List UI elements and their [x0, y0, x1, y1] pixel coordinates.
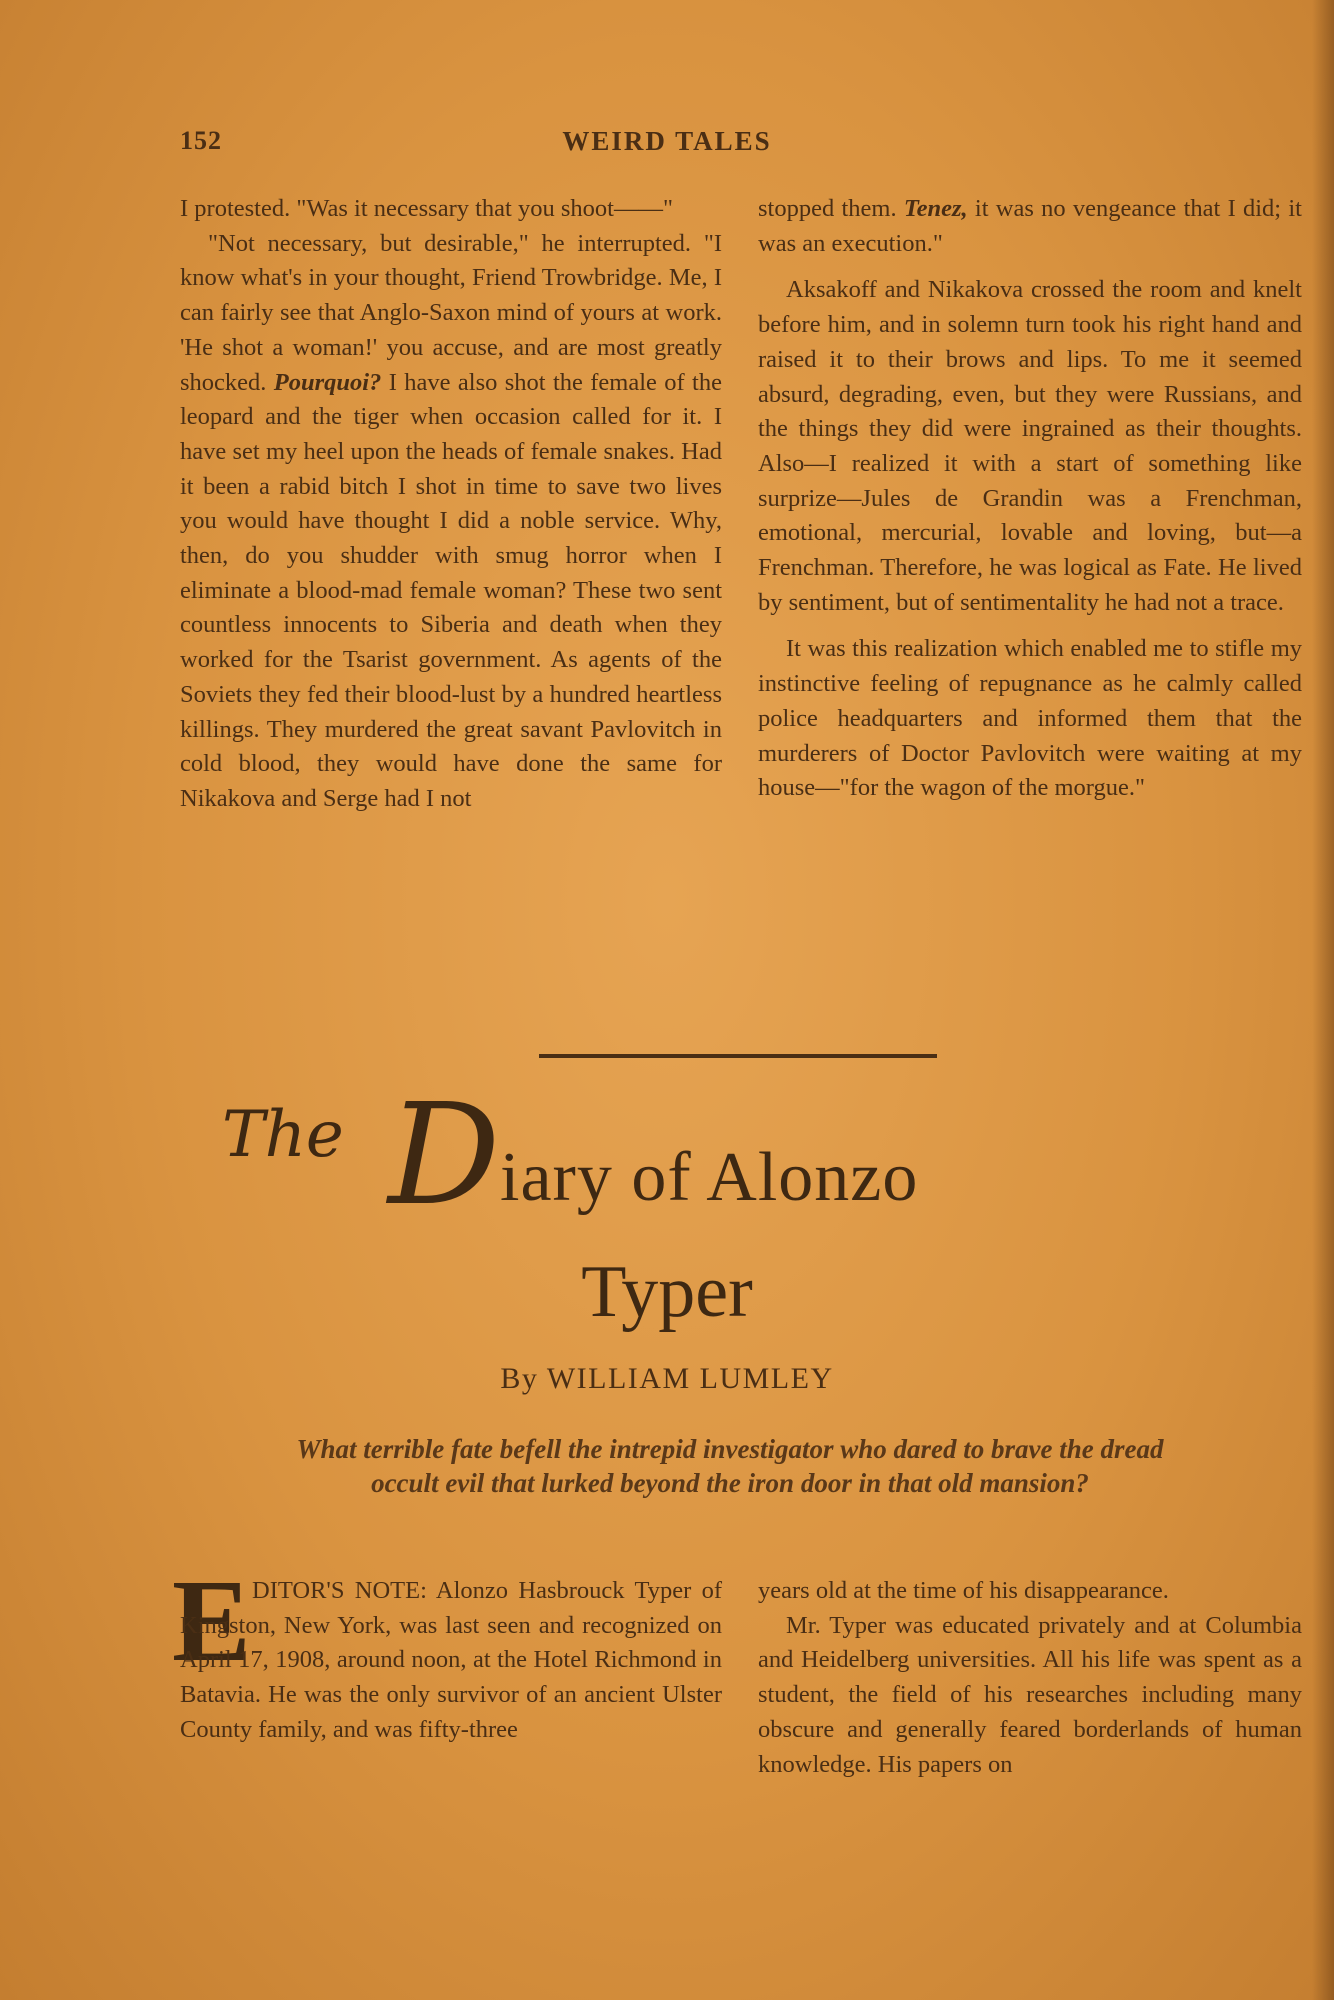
story-deck: What terrible fate befell the intrepid investigator who dared to brave the dread occult evil that lurked beyond the iron door in that old mansion? [296, 1434, 1164, 1498]
column-bottom-left [180, 1574, 722, 1748]
column-top-right [758, 192, 1302, 806]
story-title-line1: iary of Alonzo [500, 1139, 919, 1216]
text-run: "Not necessary, but desirable," he interrupted. "I know what's in your thought, Friend Trowbridge. Me, I can fairly see that Anglo-Saxon mind of yours at work. 'He shot a woman!' you accuse, and are most greatly shocked. [180, 229, 722, 396]
text-run: stopped them. [758, 195, 904, 222]
paragraph: It was this realization which enabled me to stifle my instinctive feeling of repugnance as he calmly called police headquarters and informed them that the murderers of Doctor Pavlovitch were waiting at my house—"for the wagon of the morgue." [758, 635, 1302, 802]
paragraph: years old at the time of his disappearance. [758, 1577, 1169, 1604]
text-run: I have also shot the female of the leopard and the tiger when occasion called for it. I have set my heel upon the heads of female snakes. Had it been a rabid bitch I shot in time to save two lives you would have thought I did a noble service. Why, then, do you shudder with smug horror when I eliminate a blood-mad female woman? These two sent countless innocents to Siberia and death when they worked for the Tsarist government. As agents of the Soviets they fed their blood-lust by a hundred heartless killings. They murdered the great savant Pavlovitch in cold blood, they would have done the same for Nikakova and Serge had I not [180, 368, 722, 812]
story-title-initial: D [388, 1074, 501, 1237]
page-number: 152 [180, 126, 222, 155]
column-top-left [180, 192, 722, 817]
story-title-the: The [222, 1098, 344, 1172]
drop-cap: E [172, 1555, 251, 1686]
page-edge-shadow [1312, 0, 1334, 2000]
paragraph [180, 1574, 722, 1748]
paragraph: Aksakoff and Nikakova crossed the room and knelt before him, and in solemn turn took his right hand and raised it to their brows and lips. To me it seemed absurd, degrading, even, but they were Russians, and the things they did were ingrained as their thoughts. Also—I realized it with a start of something like surprize—Jules de Grandin was a Frenchman, emotional, mercurial, lovable and loving, but—a Frenchman. Therefore, he was logical as Fate. He lived by sentiment, but of sentimentality he had not a trace. [758, 276, 1302, 616]
paragraph [180, 227, 722, 817]
text-run: DITOR'S NOTE: Alonzo Hasbrouck Typer of Kingston, New York, was last seen and recognized on April 17, 1908, around noon, at the Hotel Richmond in Batavia. He was the only survivor of an ancient Ulster County family, and was fifty-three [180, 1577, 722, 1743]
text-run: it was no vengeance that I did; it was an execution." [758, 195, 1302, 257]
column-bottom-right [758, 1574, 1302, 1782]
byline: By WILLIAM LUMLEY [500, 1362, 834, 1395]
running-head: WEIRD TALES [562, 126, 772, 156]
section-divider [539, 1054, 937, 1058]
paragraph: Mr. Typer was educated privately and at Columbia and Heidelberg universities. All his life was spent as a student, the field of his researches including many obscure and generally feared borderlands of human knowledge. His papers on [758, 1611, 1302, 1778]
italic-word: Tenez, [903, 195, 968, 222]
italic-word: Pourquoi? [273, 368, 382, 396]
paragraph: I protested. "Was it necessary that you shoot——" [180, 195, 673, 222]
story-title-line2: Typer [581, 1251, 753, 1333]
paragraph [758, 192, 1302, 261]
